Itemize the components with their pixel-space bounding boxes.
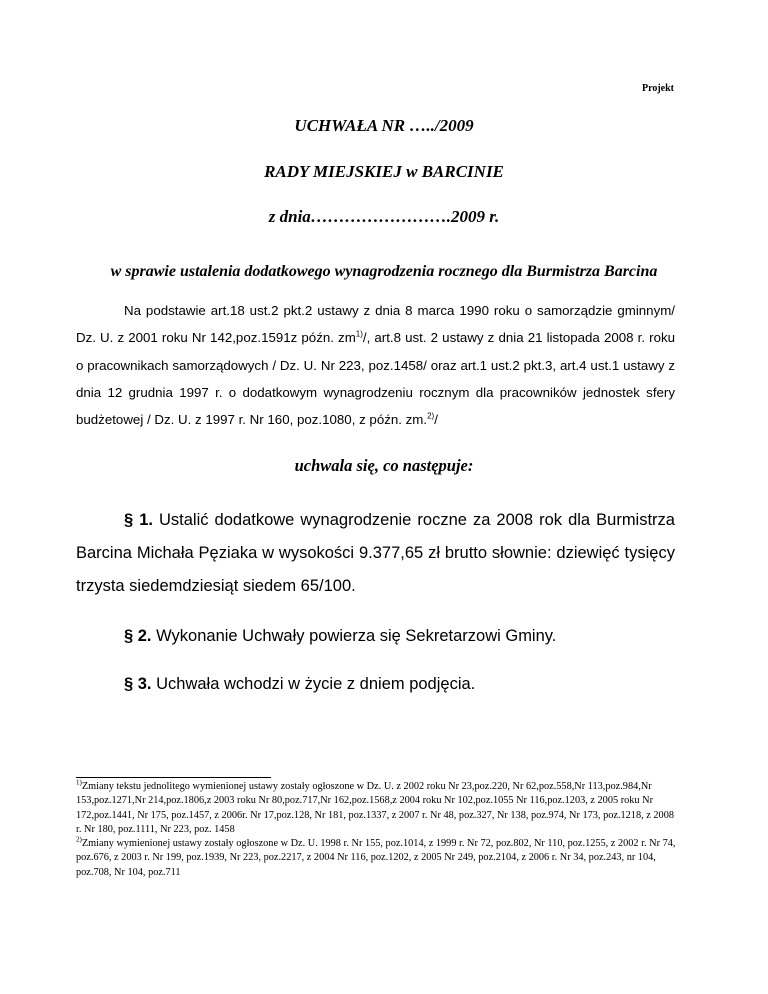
paragraph-1-text: Ustalić dodatkowe wynagrodzenie roczne za 2008 rok dla Burmistrza Barcina Michała Pęziaka w wysokości 9.377,65 zł brutto słownie: dziewięć tysięcy trzysta siedemdziesiąt siedem 65/100. (76, 511, 675, 595)
resolution-number: UCHWAŁA NR …../2009 (294, 116, 474, 135)
paragraph-3-number: § 3. (124, 675, 152, 693)
legal-basis-part3: / (434, 412, 438, 428)
paragraph-1 (76, 504, 675, 603)
footnote-ref-1: 1) (355, 329, 363, 339)
footnote-1-mark: 1) (76, 778, 82, 787)
legal-basis-part1: Na podstawie art.18 ust.2 pkt.2 ustawy z dnia 8 marca 1990 roku o samorządzie gminnym/ Dz. U. z 2001 roku Nr 142,poz.1591z późn. zm (76, 303, 675, 346)
footnote-1 (76, 780, 681, 837)
footnote-separator (76, 777, 271, 778)
resolution-date: z dnia…………………….2009 r. (268, 207, 500, 226)
paragraph-3-text: Uchwała wchodzi w życie z dniem podjęcia. (151, 675, 476, 693)
footnote-1-text: Zmiany tekstu jednolitego wymienionej ustawy zostały ogłoszone w Dz. U. z 2002 roku Nr 23,poz.220, Nr 62,poz.558,Nr 113,poz.984,Nr 153,poz.1271,Nr 214,poz.1806,z 2003 roku Nr 80,poz.717,Nr 162,poz.1568,z 2004 roku Nr 102,poz.1055 Nr 116,poz.1203, z 2005 roku Nr 172,poz.1441, Nr 175, poz.1457, z 2006r. Nr 17,poz.128, Nr 181, poz.1337, z 2007 r. Nr 48, poz.327, Nr 138, poz.974, Nr 173, poz.1218, z 2008 r. Nr 180, poz.1111, Nr 223, poz. 1458 (76, 781, 674, 835)
paragraph-2 (76, 620, 675, 653)
council-name: RADY MIEJSKIEJ w BARCINIE (264, 162, 504, 181)
legal-basis-part2: /, art.8 ust. 2 ustawy z dnia 21 listopada 2008 r. roku o pracownikach samorządowych / Dz. U. Nr 223, poz.1458/ oraz art.1 ust.2 pkt.3, art.4 ust.1 ustawy z dnia 12 grudnia 1997 r. o dodatkowym wynagrodzeniu rocznym dla pracowników jednostek sfery budżetowej / Dz. U. z 1997 r. Nr 160, poz.1080, z późn. zm. (76, 330, 676, 428)
paragraph-2-number: § 2. (124, 627, 152, 645)
projekt-label: Projekt (641, 83, 674, 94)
resolve-heading: uchwala się, co następuje: (294, 456, 474, 475)
footnote-2-text: Zmiany wymienionej ustawy zostały ogłoszone w Dz. U. 1998 r. Nr 155, poz.1014, z 1999 r. Nr 72, poz.802, Nr 110, poz.1255, z 2002 r. Nr 74, poz.676, z 2003 r. Nr 199, poz.1939, Nr 223, poz.2217, z 2004 Nr 116, poz.1202, z 2005 Nr 249, poz.2104, z 2006 r. Nr 34, poz.243, nr 104, poz.708, Nr 104, poz.711 (76, 838, 676, 878)
paragraph-3 (76, 668, 675, 701)
legal-basis (76, 297, 675, 433)
footnotes (76, 780, 681, 880)
paragraph-1-number: § 1. (124, 511, 153, 529)
footnote-2-mark: 2) (76, 835, 82, 844)
paragraph-2-text: Wykonanie Uchwały powierza się Sekretarzowi Gminy. (151, 627, 557, 645)
footnote-2 (76, 837, 681, 880)
resolution-subject: w sprawie ustalenia dodatkowego wynagrodzenia rocznego dla Burmistrza Barcina (110, 263, 658, 280)
footnote-ref-2: 2) (427, 411, 435, 421)
